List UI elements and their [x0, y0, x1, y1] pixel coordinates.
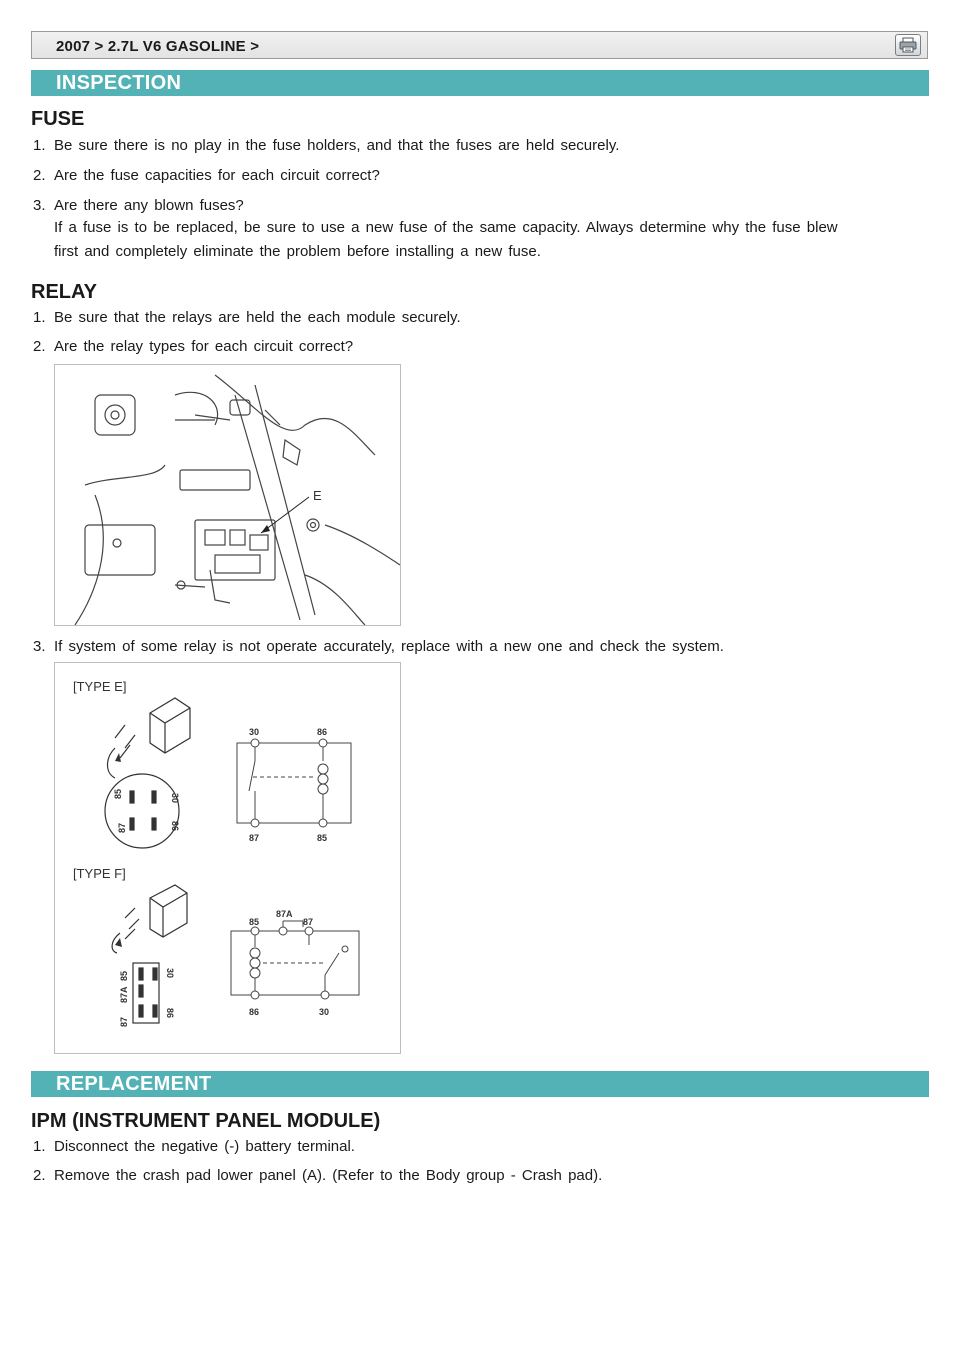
step-number: 2. — [33, 338, 46, 355]
terminal-label: 85 — [317, 833, 328, 843]
step-text: Be sure that the relays are held the each module securely. — [54, 309, 461, 326]
step-number: 2. — [33, 167, 46, 184]
pin-label: 87 — [119, 1016, 129, 1027]
pin-label: 86 — [170, 821, 180, 832]
step-text: Disconnect the negative (-) battery terminal. — [54, 1138, 355, 1155]
ipm-heading: IPM (INSTRUMENT PANEL MODULE) — [31, 1110, 381, 1132]
pin-label: 30 — [170, 793, 180, 804]
relay-heading: RELAY — [31, 281, 97, 303]
callout-e: E — [313, 488, 322, 503]
pin-label: 87 — [117, 822, 127, 833]
pin-label: 86 — [165, 1008, 175, 1019]
section-title-replacement: REPLACEMENT — [56, 1073, 212, 1095]
replacement-section-bar — [31, 1071, 929, 1097]
terminal-label: 86 — [249, 1007, 260, 1017]
step-number: 1. — [33, 309, 46, 326]
relay-location-figure — [54, 364, 401, 626]
step-text: Are the relay types for each circuit correct? — [54, 338, 354, 355]
fuse-heading: FUSE — [31, 108, 85, 130]
pin-label: 85 — [113, 788, 123, 799]
terminal-label: 30 — [319, 1007, 330, 1017]
terminal-label: 87A — [276, 909, 293, 919]
type-e-label: [TYPE E] — [73, 679, 127, 694]
section-title-inspection: INSPECTION — [56, 72, 182, 94]
terminal-label: 85 — [249, 917, 260, 927]
print-button[interactable] — [895, 34, 921, 56]
fuse-step-3 — [33, 193, 913, 265]
pin-label: 87A — [119, 986, 129, 1003]
step-detail: first and completely eliminate the problem before installing a new fuse. — [54, 243, 541, 260]
step-text: Are the fuse capacities for each circuit correct? — [54, 167, 380, 184]
relay-type-diagram — [55, 663, 400, 1053]
breadcrumb[interactable]: 2007 > 2.7L V6 GASOLINE > — [56, 38, 260, 55]
step-text: Be sure there is no play in the fuse holders, and that the fuses are held securely. — [54, 137, 620, 154]
step-detail: If a fuse is to be replaced, be sure to use a new fuse of the same capacity. Always determine why the fuse blew — [54, 219, 838, 236]
terminal-label: 87 — [303, 917, 314, 927]
step-number: 3. — [33, 197, 46, 214]
inspection-section-bar — [31, 70, 929, 96]
terminal-label: 30 — [249, 727, 260, 737]
step-text: If system of some relay is not operate accurately, replace with a new one and check the system. — [54, 638, 724, 655]
pin-label: 30 — [165, 968, 175, 979]
step-text: Are there any blown fuses? — [54, 197, 244, 214]
step-number: 3. — [33, 638, 46, 655]
terminal-label: 87 — [249, 833, 260, 843]
terminal-label: 86 — [317, 727, 328, 737]
relay-step-1 — [33, 305, 913, 331]
step-number: 1. — [33, 1138, 46, 1155]
relay-step-2 — [33, 334, 913, 360]
relay-step-3 — [33, 634, 913, 660]
breadcrumb-bar — [31, 31, 928, 59]
relay-location-illustration — [55, 365, 400, 625]
ipm-step-1 — [33, 1134, 913, 1160]
relay-type-figure — [54, 662, 401, 1054]
fuse-step-2 — [33, 163, 913, 189]
fuse-step-1 — [33, 133, 913, 159]
step-text: Remove the crash pad lower panel (A). (Refer to the Body group - Crash pad). — [54, 1167, 603, 1184]
type-f-label: [TYPE F] — [73, 866, 126, 881]
ipm-step-2 — [33, 1163, 913, 1189]
printer-icon — [899, 37, 917, 53]
step-number: 2. — [33, 1167, 46, 1184]
step-number: 1. — [33, 137, 46, 154]
pin-label: 85 — [119, 970, 129, 981]
